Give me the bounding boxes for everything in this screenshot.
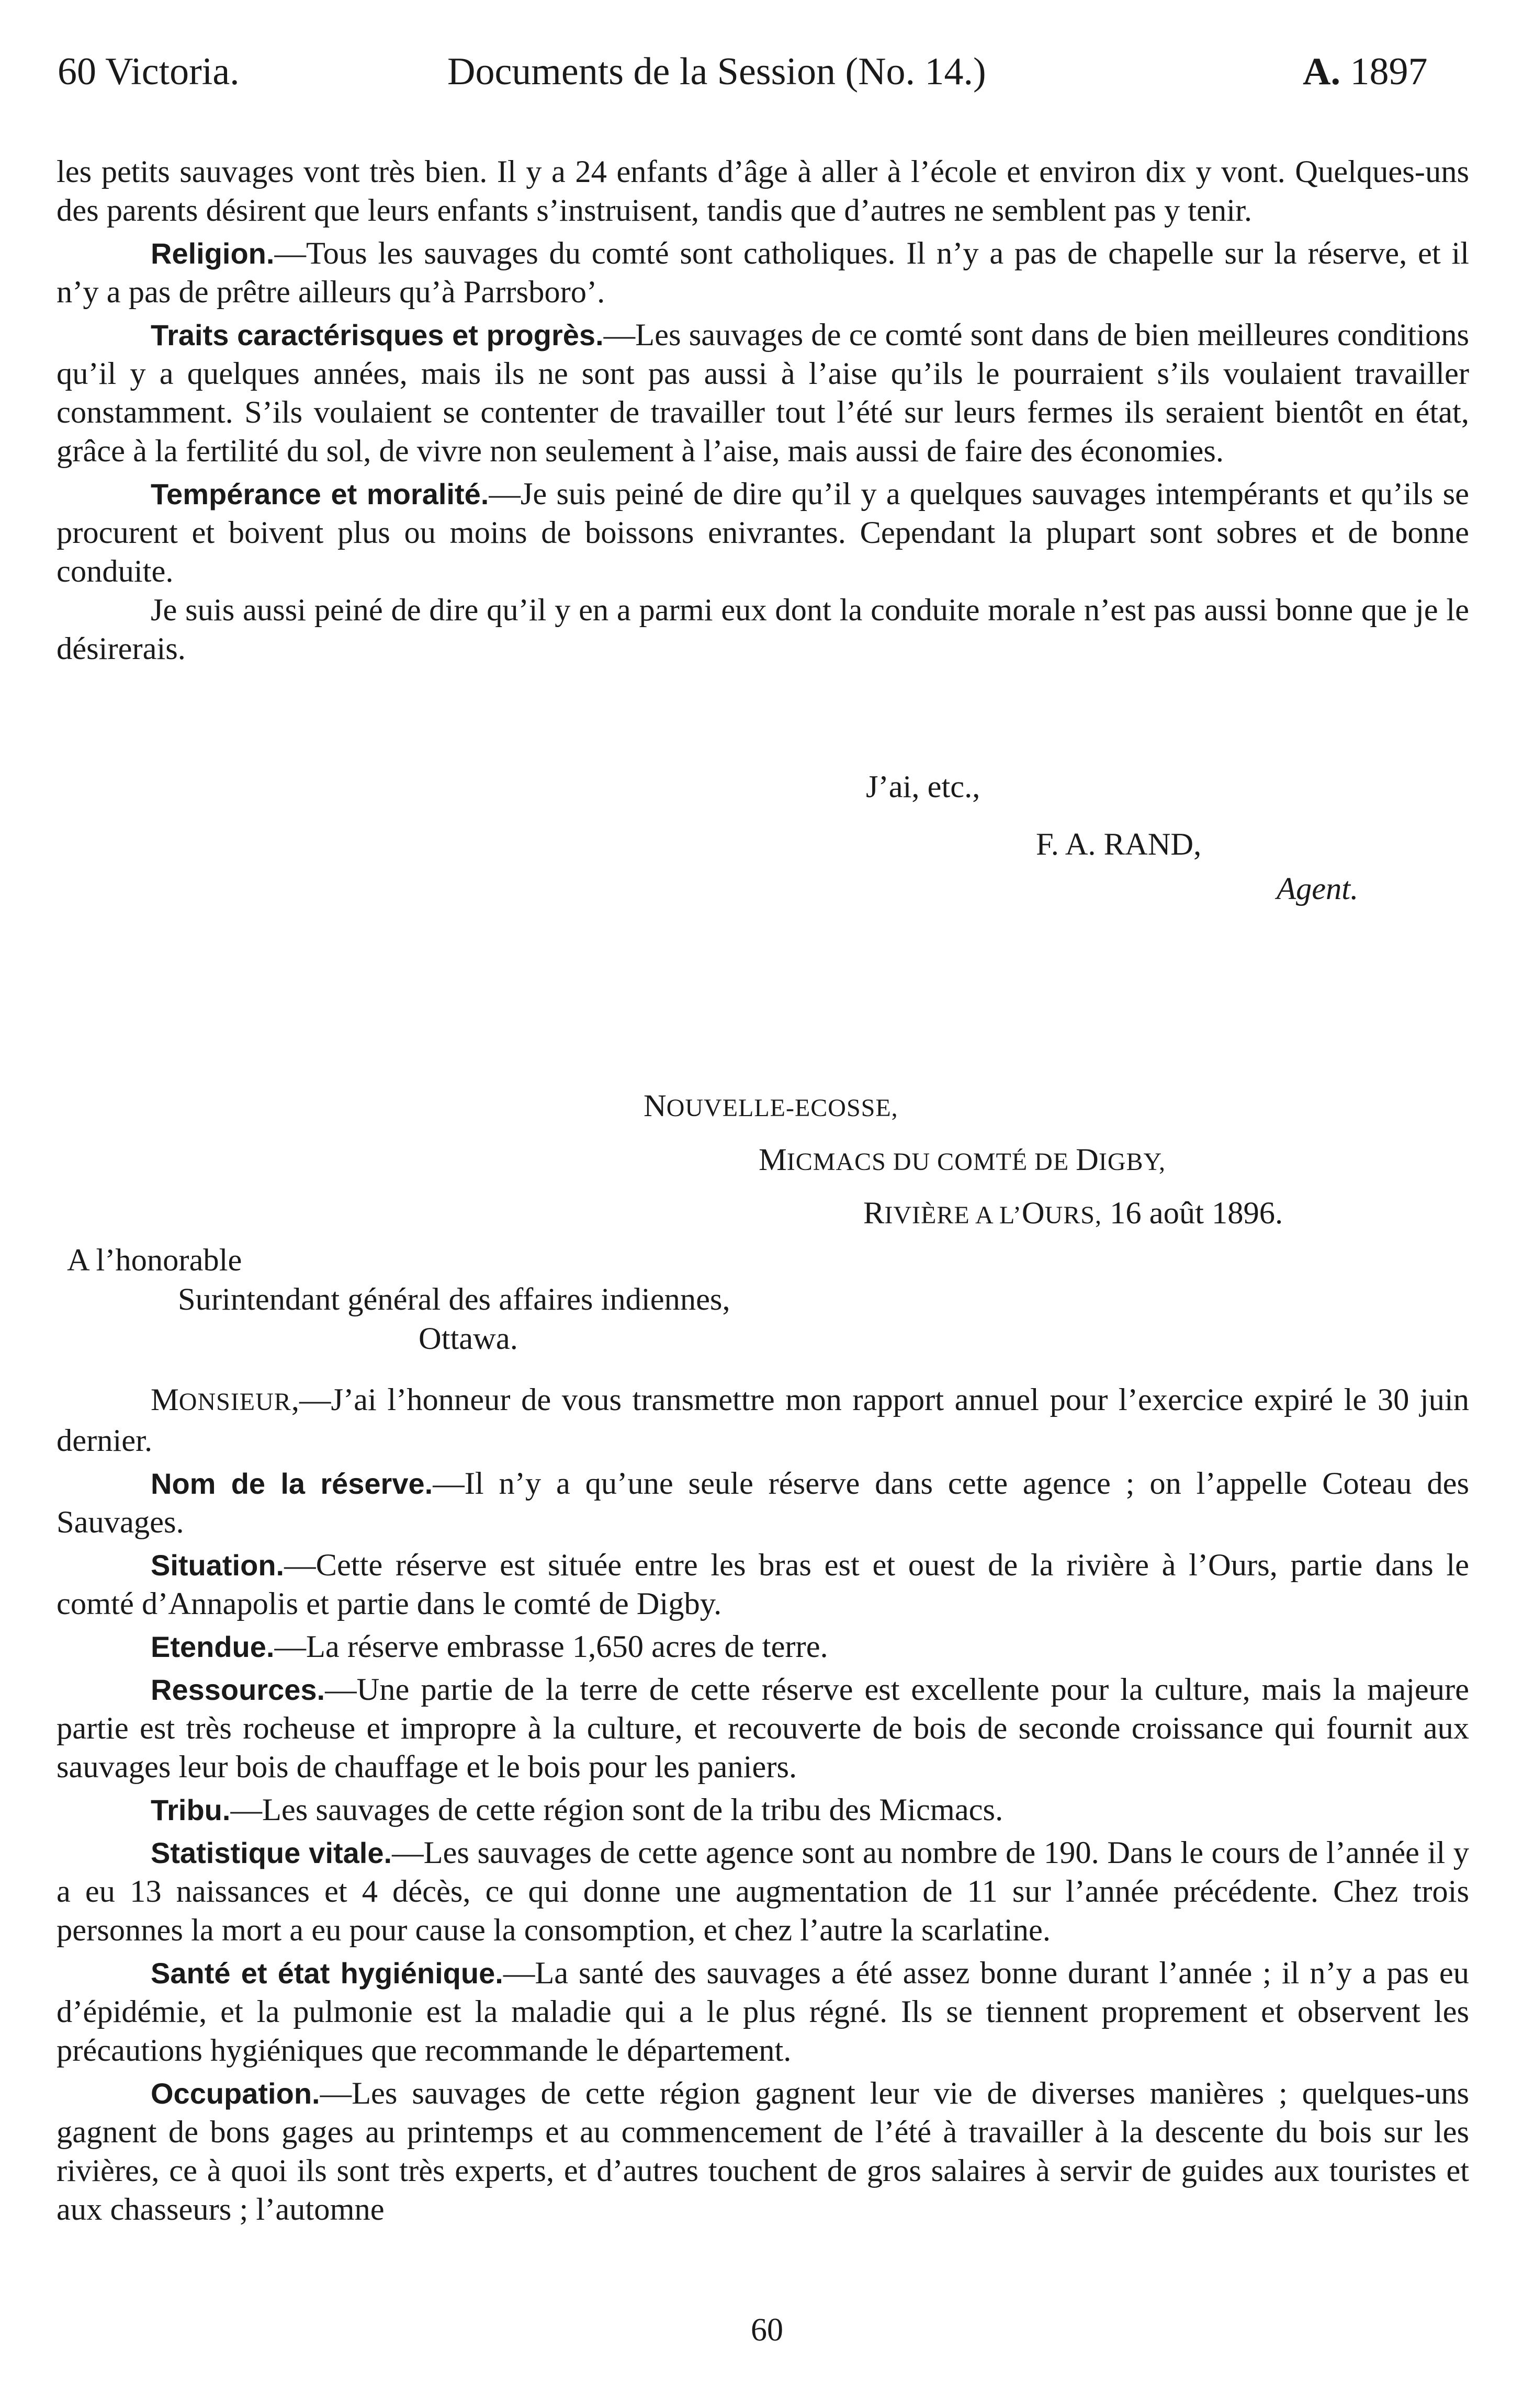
text-religion: —Tous les sauvages du comté sont catholiques. Il n’y a pas de chapelle sur la réserve, et il n’y a pas de prêtre ailleurs qu’à Parrsboro’. [57,236,1469,310]
salutation-text: ,—J’ai l’honneur de vous transmettre mon rapport annuel pour l’exercice expiré le 30 juin dernier. [57,1382,1469,1458]
address-county-initial-b: D [1076,1142,1099,1177]
letter-body [57,1381,1469,2229]
heading-traits: Traits caractérisques et progrès. [151,319,604,351]
text-tribu: —Les sauvages de cette région sont de la tribu des Micmacs. [230,1792,1003,1827]
address-county-rest: ICMACS DU COMTÉ DE [786,1148,1076,1176]
paragraph-morality: Je suis aussi peiné de dire qu’il y en a parmi eux dont la conduite morale n’est pas aussi bonne que je le désirerais. [57,593,1469,666]
address-place-rest: IVIÈRE A L’ [884,1201,1022,1229]
address-place-date [863,1195,1283,1232]
address-province-rest: OUVELLE-ECOSSE, [666,1094,898,1122]
address-county-initial: M [759,1142,787,1177]
heading-sante: Santé et état hygiénique. [151,1957,503,1990]
paragraph-religion [57,234,1469,312]
address-date: 16 août 1896. [1102,1196,1283,1231]
signature-name: F. A. RAND, [1036,827,1202,862]
paragraph-etendue [57,1628,1469,1666]
paragraph-statistique [57,1834,1469,1950]
text-statistique: —Les sauvages de cette agence sont au nombre de 190. Dans le cours de l’année il y a eu 13 naissances et 4 décès, ce qui donne une augmentation de 11 sur l’année précédente. Chez trois personnes la mort a eu pour cause la consomption, et chez l’autre la scarlatine. [57,1835,1469,1948]
address-place-initial-b: O [1021,1196,1045,1231]
recipient-line-1: A l’honorable [67,1243,242,1278]
paragraph-ressources [57,1671,1469,1787]
address-province-initial: N [644,1088,667,1123]
heading-statistique: Statistique vitale. [151,1836,392,1869]
paragraph-tribu [57,1791,1469,1830]
paragraph-traits [57,316,1469,471]
paragraph-situation [57,1546,1469,1623]
address-place-initial: R [863,1196,885,1231]
paragraph-sante [57,1954,1469,2070]
paragraph-temperance [57,475,1469,591]
text-temperance: —Je suis peiné de dire qu’il y a quelques sauvages intempérants et qu’ils se procurent et boivent plus ou moins de boissons enivrantes. Cependant la plupart sont sobres et de bonne conduite. [57,476,1469,589]
address-province [644,1088,898,1125]
text-traits: —Les sauvages de ce comté sont dans de bien meilleures conditions qu’il y a quelques années, mais ils ne sont pas aussi à l’aise qu’ils le pourraient s’ils voulaient travailler constamment. S’ils voulaient se contenter de travailler tout l’été sur leurs fermes ils seraient bientôt en état, grâce à la fertilité du sol, de vivre non seulement à l’aise, mais aussi de faire des économies. [57,317,1469,469]
text-occupation: —Les sauvages de cette région gagnent leur vie de diverses manières ; quelques-uns gagnent de bons gages au printemps et au commencement de l’été à travailler à la descente du bois sur les rivières, ce à quoi ils sont très experts, et d’autres touchent de gros salaires à servir de guides aux touristes et aux chasseurs ; l’automne [57,2076,1469,2227]
header-letter: A. [1303,50,1340,93]
text-situation: —Cette réserve est située entre les bras est et ouest de la rivière à l’Ours, partie dans le comté d’Annapolis et partie dans le comté de Digby. [57,1548,1469,1621]
recipient-line-3: Ottawa. [419,1321,518,1356]
text-sante: —La santé des sauvages a été assez bonne durant l’année ; il n’y a pas eu d’épidémie, et la pulmonie est la maladie qui a le plus régné. Ils se tiennent proprement et observent les précautions hygiéniques que recommande le département. [57,1956,1469,2068]
paragraph-nom-reserve [57,1464,1469,1542]
heading-temperance: Tempérance et moralité. [151,478,489,510]
salutation-rest: ONSIEUR [178,1388,291,1416]
text-ressources: —Une partie de la terre de cette réserve est excellente pour la culture, mais la majeure partie est très rocheuse et impropre à la culture, et recouverte de bois de seconde croissance qui fournit aux sauvages leur bois de chauffage et le bois pour les paniers. [57,1672,1469,1785]
paragraph-school: les petits sauvages vont très bien. Il y a 24 enfants d’âge à aller à l’école et environ dix y vont. Quelques-uns des parents désirent que leurs enfants s’instruisent, tandis que d’autres ne semblent pas y tenir. [57,154,1469,228]
heading-occupation: Occupation. [151,2077,320,2110]
page-number: 60 [751,2312,783,2348]
address-county [759,1142,1166,1178]
signature-title: Agent. [1277,871,1359,906]
text-nom-reserve: —Il n’y a qu’une seule réserve dans cette agence ; on l’appelle Coteau des Sauvages. [57,1466,1469,1540]
header-year [1303,50,1427,94]
text-etendue: —La réserve embrasse 1,650 acres de terre. [274,1629,828,1664]
header-regnal-year: 60 Victoria. [58,50,240,93]
address-county-rest-b: IGBY, [1098,1148,1166,1176]
header-year-number: 1897 [1350,50,1428,93]
salutation-initial: M [151,1382,179,1417]
heading-situation: Situation. [151,1549,285,1582]
recipient-line-2: Surintendant général des affaires indiennes, [178,1282,730,1317]
running-header [0,50,1534,107]
header-session-title: Documents de la Session (No. 14.) [447,50,986,93]
heading-tribu: Tribu. [151,1793,231,1826]
signature-closing: J’ai, etc., [866,769,980,804]
paragraph-occupation [57,2074,1469,2229]
heading-religion: Religion. [151,237,275,270]
heading-ressources: Ressources. [151,1673,325,1706]
report-continuation [57,153,1469,668]
heading-nom-reserve: Nom de la réserve. [151,1467,433,1500]
heading-etendue: Etendue. [151,1630,275,1663]
paragraph-salutation [57,1381,1469,1460]
address-place-rest-b: URS, [1044,1201,1102,1229]
